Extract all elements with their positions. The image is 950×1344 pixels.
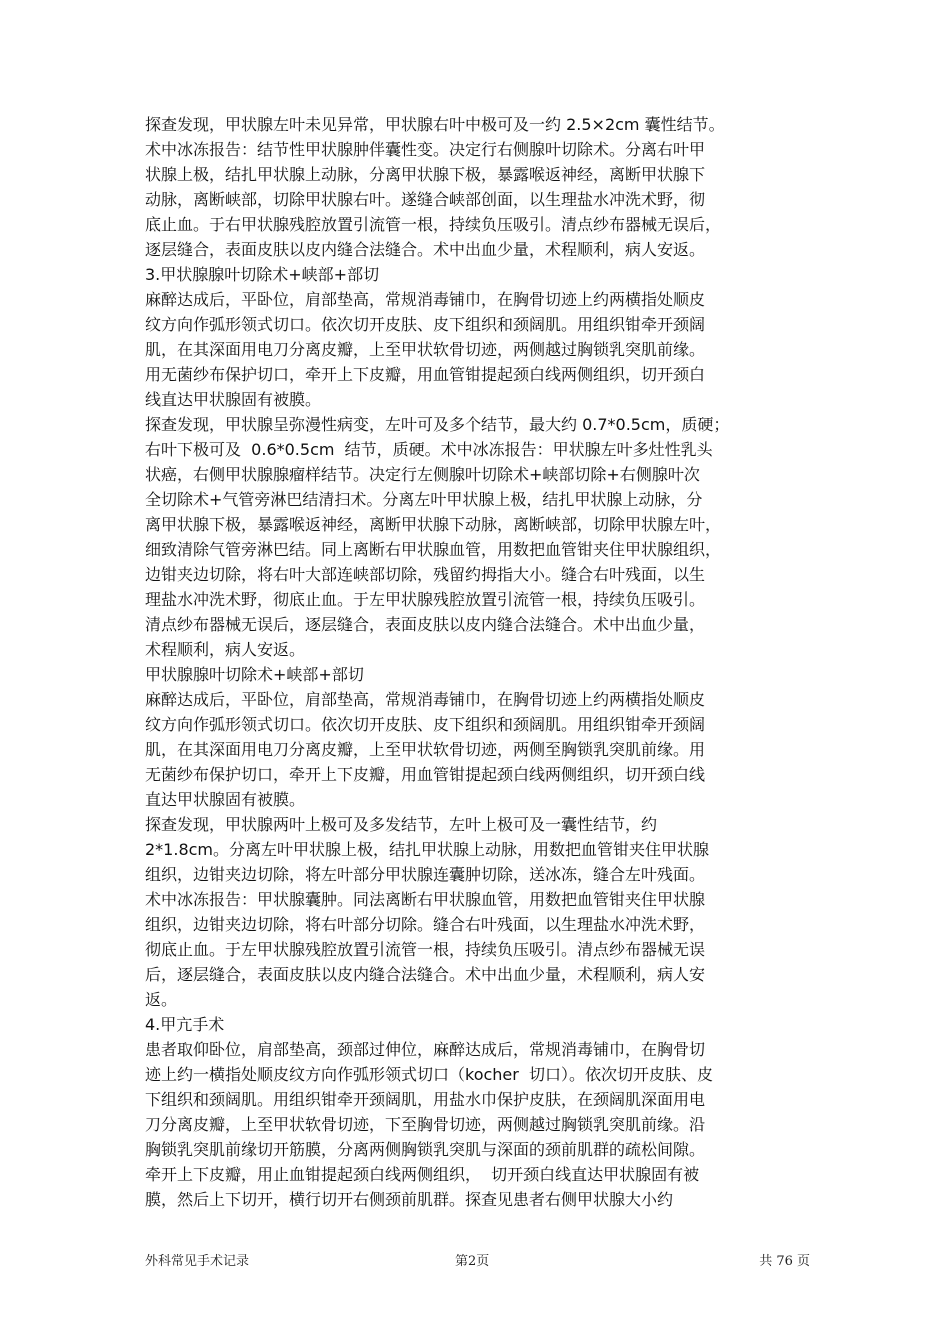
text-line: 右叶下极可及 0.6*0.5cm 结节，质硬。术中冰冻报告：甲状腺左叶多灶性乳头 — [145, 440, 713, 459]
document-body — [145, 112, 810, 1212]
text-line: 甲状腺腺叶切除术+峡部+部切 — [145, 665, 364, 684]
text-line: 纹方向作弧形领式切口。依次切开皮肤、皮下组织和颈阔肌。用组织钳牵开颈阔 — [145, 315, 706, 334]
text-line: 探查发现，甲状腺呈弥漫性病变，左叶可及多个结节，最大约 0.7*0.5cm，质硬； — [145, 415, 730, 434]
text-line: 术程顺利，病人安返。 — [145, 640, 306, 659]
text-line: 状腺上极，结扎甲状腺上动脉，分离甲状腺下极，暴露喉返神经，离断甲状腺下 — [145, 165, 706, 184]
page-footer — [145, 1250, 810, 1272]
text-line: 组织，边钳夹边切除，将右叶部分切除。缝合右叶残面，以生理盐水冲洗术野， — [145, 915, 706, 934]
text-line: 返。 — [145, 990, 178, 1009]
text-line: 4.甲亢手术 — [145, 1015, 225, 1034]
text-line: 状癌，右侧甲状腺腺瘤样结节。决定行左侧腺叶切除术+峡部切除+右侧腺叶次 — [145, 465, 700, 484]
footer-document-title: 外科常见手术记录 — [145, 1254, 250, 1269]
text-line: 直达甲状腺固有被膜。 — [145, 790, 306, 809]
text-line: 用无菌纱布保护切口，牵开上下皮瓣，用血管钳提起颈白线两侧组织，切开颈白 — [145, 365, 706, 384]
text-line: 2*1.8cm。分离左叶甲状腺上极，结扎甲状腺上动脉，用数把血管钳夹住甲状腺 — [145, 840, 710, 859]
footer-page-total: 共 76 页 — [759, 1254, 810, 1269]
text-line: 患者取仰卧位，肩部垫高，颈部过伸位，麻醉达成后，常规消毒铺巾，在胸骨切 — [145, 1040, 706, 1059]
text-line: 肌，在其深面用电刀分离皮瓣，上至甲状软骨切迹，两侧越过胸锁乳突肌前缘。 — [145, 340, 706, 359]
text-line: 无菌纱布保护切口，牵开上下皮瓣，用血管钳提起颈白线两侧组织，切开颈白线 — [145, 765, 706, 784]
text-line: 动脉，离断峡部，切除甲状腺右叶。遂缝合峡部创面，以生理盐水冲洗术野，彻 — [145, 190, 706, 209]
text-line: 细致清除气管旁淋巴结。同上离断右甲状腺血管，用数把血管钳夹住甲状腺组织， — [145, 540, 722, 559]
text-line: 刀分离皮瓣，上至甲状软骨切迹，下至胸骨切迹，两侧越过胸锁乳突肌前缘。沿 — [145, 1115, 706, 1134]
text-line: 组织，边钳夹边切除，将左叶部分甲状腺连囊肿切除，送冰冻，缝合左叶残面。 — [145, 865, 706, 884]
text-line: 麻醉达成后，平卧位，肩部垫高，常规消毒铺巾，在胸骨切迹上约两横指处顺皮 — [145, 290, 706, 309]
text-line: 3.甲状腺腺叶切除术+峡部+部切 — [145, 265, 380, 284]
text-line: 迹上约一横指处顺皮纹方向作弧形领式切口（kocher 切口）。依次切开皮肤、皮 — [145, 1065, 714, 1084]
text-line: 线直达甲状腺固有被膜。 — [145, 390, 322, 409]
text-line: 牵开上下皮瓣，用止血钳提起颈白线两侧组织， 切开颈白线直达甲状腺固有被 — [145, 1165, 700, 1184]
footer-page-number: 第2页 — [455, 1254, 490, 1269]
text-line: 下组织和颈阔肌。用组织钳牵开颈阔肌，用盐水巾保护皮肤，在颈阔肌深面用电 — [145, 1090, 706, 1109]
text-line: 纹方向作弧形领式切口。依次切开皮肤、皮下组织和颈阔肌。用组织钳牵开颈阔 — [145, 715, 706, 734]
text-line: 离甲状腺下极，暴露喉返神经，离断甲状腺下动脉，离断峡部，切除甲状腺左叶， — [145, 515, 722, 534]
text-line: 术中冰冻报告：结节性甲状腺肿伴囊性变。决定行右侧腺叶切除术。分离右叶甲 — [145, 140, 706, 159]
text-line: 逐层缝合，表面皮肤以皮内缝合法缝合。术中出血少量，术程顺利，病人安返。 — [145, 240, 706, 259]
text-line: 全切除术+气管旁淋巴结清扫术。分离左叶甲状腺上极，结扎甲状腺上动脉，分 — [145, 490, 703, 509]
text-line: 探查发现，甲状腺左叶未见异常，甲状腺右叶中极可及一约 2.5×2cm 囊性结节。 — [145, 115, 725, 134]
text-line: 清点纱布器械无误后，逐层缝合，表面皮肤以皮内缝合法缝合。术中出血少量， — [145, 615, 706, 634]
text-line: 胸锁乳突肌前缘切开筋膜，分离两侧胸锁乳突肌与深面的颈前肌群的疏松间隙。 — [145, 1140, 706, 1159]
text-line: 边钳夹边切除，将右叶大部连峡部切除，残留约拇指大小。缝合右叶残面，以生 — [145, 565, 706, 584]
text-line: 膜，然后上下切开，横行切开右侧颈前肌群。探查见患者右侧甲状腺大小约 — [145, 1190, 674, 1209]
text-line: 底止血。于右甲状腺残腔放置引流管一根，持续负压吸引。清点纱布器械无误后， — [145, 215, 722, 234]
text-line: 术中冰冻报告：甲状腺囊肿。同法离断右甲状腺血管，用数把血管钳夹住甲状腺 — [145, 890, 706, 909]
text-line: 理盐水冲洗术野，彻底止血。于左甲状腺残腔放置引流管一根，持续负压吸引。 — [145, 590, 706, 609]
text-line: 肌，在其深面用电刀分离皮瓣，上至甲状软骨切迹，两侧至胸锁乳突肌前缘。用 — [145, 740, 706, 759]
text-line: 彻底止血。于左甲状腺残腔放置引流管一根，持续负压吸引。清点纱布器械无误 — [145, 940, 706, 959]
text-line: 麻醉达成后，平卧位，肩部垫高，常规消毒铺巾，在胸骨切迹上约两横指处顺皮 — [145, 690, 706, 709]
text-line: 后，逐层缝合，表面皮肤以皮内缝合法缝合。术中出血少量，术程顺利，病人安 — [145, 965, 706, 984]
text-line: 探查发现，甲状腺两叶上极可及多发结节，左叶上极可及一囊性结节，约 — [145, 815, 658, 834]
